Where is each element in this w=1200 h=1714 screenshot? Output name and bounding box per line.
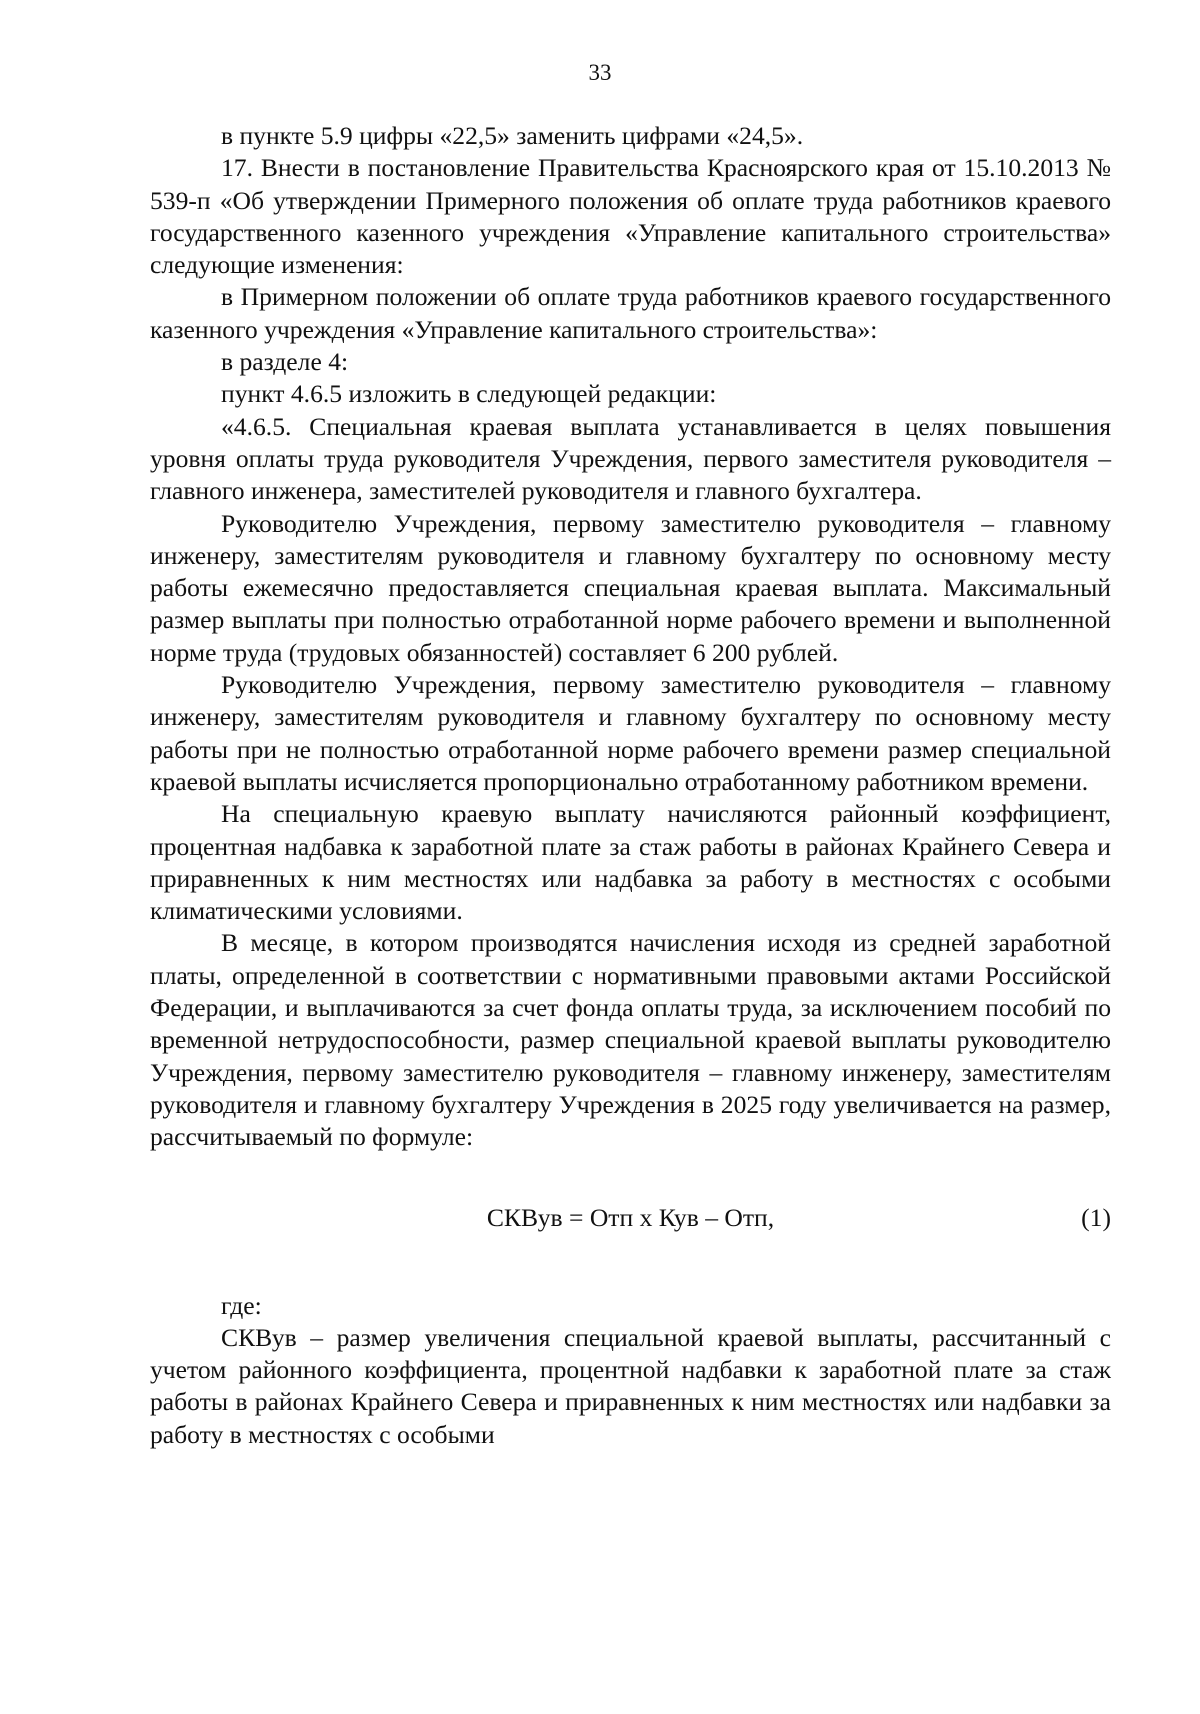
paragraph-point-4-6-5: пункт 4.6.5 изложить в следующей редакции: <box>221 379 717 409</box>
paragraph-4-6-5-text: «4.6.5. Специальная краевая выплата устанавливается в целях повышения уровня оплаты труда руководителя Учреждения, первого заместителя руководителя – главного инженера, заместителей руководителя и главного бухгалтера. <box>150 411 1111 506</box>
document-body <box>150 120 1111 1451</box>
paragraph-example-regulation: в Примерном положении об оплате труда работников краевого государственного казенного учреждения «Управление капитального строительства»: <box>150 282 1111 344</box>
formula-block <box>150 1202 1111 1234</box>
paragraph-increase-2025: В месяце, в котором производятся начисления исходя из средней заработной платы, определенной в соответствии с нормативными правовыми актами Российской Федерации, и выплачиваются за счет фонда оплаты труда, за исключением пособий по временной нетрудоспособности, размер специальной краевой выплаты руководителю Учреждения, первому заместителю руководителя – главному инженеру, заместителям руководителя и главному бухгалтеру Учреждения в 2025 году увеличивается на размер, рассчитываемый по формуле: <box>150 928 1111 1152</box>
formula-number: (1) <box>1081 1202 1111 1232</box>
paragraph-where: где: <box>221 1290 262 1320</box>
paragraph-regional-coefficient: На специальную краевую выплату начисляются районный коэффициент, процентная надбавка к заработной плате за стаж работы в районах Крайнего Севера и приравненных к ним местностях или надбавка за работу в местностях с особыми климатическими условиями. <box>150 799 1111 926</box>
paragraph-skvuv-definition: СКВув – размер увеличения специальной краевой выплаты, рассчитанный с учетом районного коэффициента, процентной надбавки к заработной плате за стаж работы в районах Крайнего Севера и приравненных к ним местностях или надбавки за работу в местностях с особыми <box>150 1322 1111 1449</box>
paragraph-amend-5-9: в пункте 5.9 цифры «22,5» заменить цифрами «24,5». <box>221 121 804 150</box>
paragraph-item-17: 17. Внести в постановление Правительства Красноярского края от 15.10.2013 № 539-п «Об утверждении Примерного положения об оплате труда работников краевого государственного казенного учреждения «Управление капитального строительства» следующие изменения: <box>150 153 1111 280</box>
formula-expression: СКВув = Отп х Кув – Отп, <box>486 1202 775 1232</box>
paragraph-proportional-payment: Руководителю Учреждения, первому заместителю руководителя – главному инженеру, заместителям руководителя и главному бухгалтеру по основному месту работы при не полностью отработанной норме рабочего времени размер специальной краевой выплаты исчисляется пропорционально отработанному работником времени. <box>150 670 1111 796</box>
page-number: 33 <box>588 60 612 85</box>
paragraph-monthly-payment: Руководителю Учреждения, первому заместителю руководителя – главному инженеру, заместителям руководителя и главному бухгалтеру по основному месту работы ежемесячно предоставляется специальная краевая выплата. Максимальный размер выплаты при полностью отработанной норме рабочего времени и выполненной норме труда (трудовых обязанностей) составляет 6 200 рублей. <box>150 508 1111 667</box>
paragraph-section-4: в разделе 4: <box>221 347 349 377</box>
